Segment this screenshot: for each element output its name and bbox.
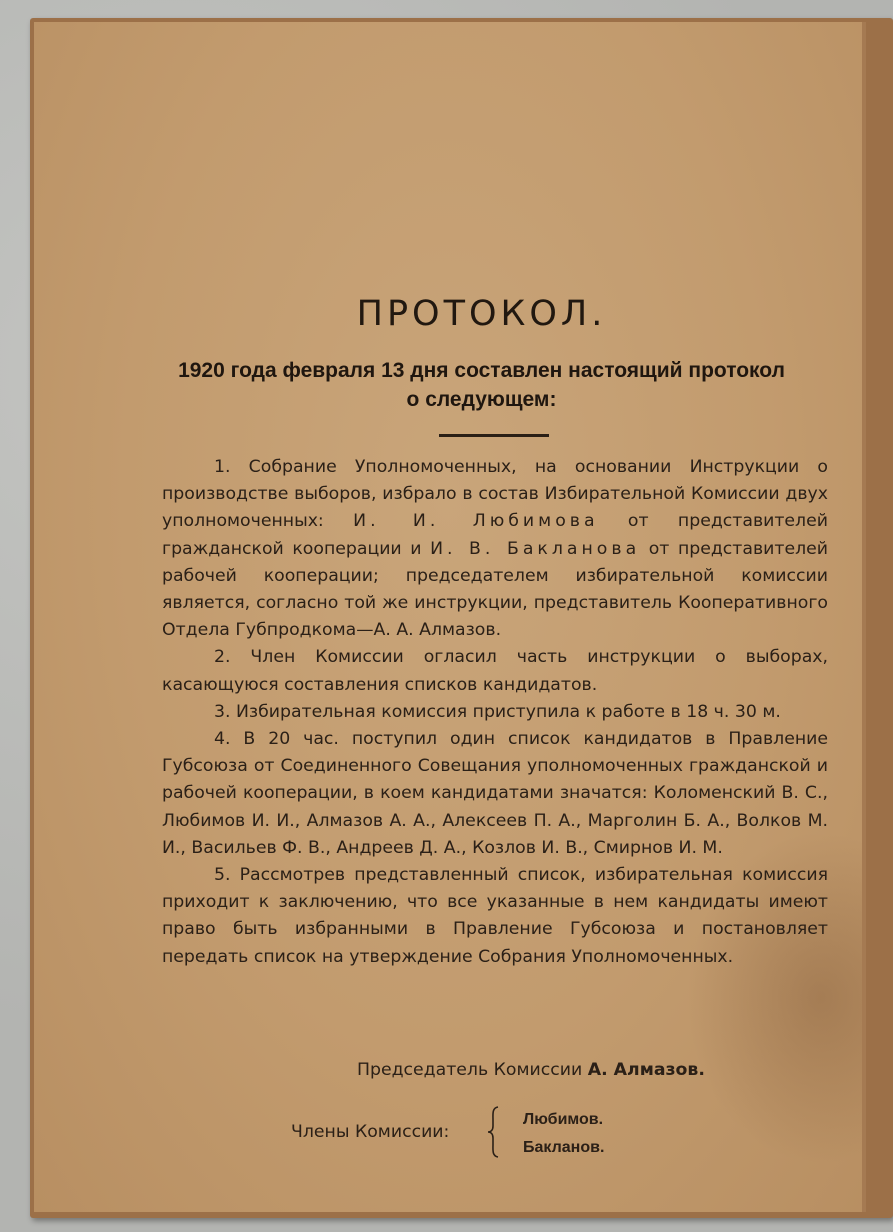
member-name: Бакланов.	[523, 1139, 605, 1156]
chairman-name: А. Алмазов.	[587, 1060, 705, 1080]
title-divider	[439, 434, 549, 437]
item-1-name-2: И. В. Бакланова	[430, 538, 641, 559]
protocol-item-2: 2. Член Комиссии огласил часть инструкции о выборах, касающуюся составления списков кандидатов.	[162, 647, 828, 695]
curly-brace-icon	[487, 1106, 501, 1158]
protocol-item-3: 3. Избирательная комиссия приступила к работе в 18 ч. 30 м.	[214, 701, 781, 722]
document-page	[34, 22, 866, 1212]
members-list	[523, 1106, 604, 1162]
document-subtitle	[129, 356, 834, 414]
members-label: Члены Комиссии:	[291, 1122, 450, 1142]
item-1-name-1: И. И. Любимова	[353, 511, 599, 532]
protocol-item-5: 5. Рассмотрев представленный список, избирательная комиссия приходит к заключению, что все указанные в нем кандидаты имеют право быть избранными в Правление Губсоюза и постановляет передать список на утверждение Собрания Уполномоченных.	[162, 865, 828, 967]
protocol-body	[162, 454, 828, 971]
chairman-signature	[357, 1060, 705, 1080]
item-1-part-2: от представителей гражданской кооперации и	[162, 511, 828, 559]
item-1-part-1: 1. Собрание Уполномоченных, на основании Инструкции о производстве выборов, избрало в состав Избирательной Комиссии двух уполномоченных:	[162, 457, 828, 532]
protocol-item-1	[162, 454, 828, 644]
protocol-item-4: 4. В 20 час. поступил один список кандидатов в Правление Губсоюза от Соединенного Совещания уполномоченных гражданской и рабочей кооперации, в коем кандидатами значатся: Коломенский В. С., Любимов И. И., Алмазов А. А., Алексеев П. А., Марголин Б. А., Волков М. И., Васильев Ф. В., Андреев Д. А., Козлов И. В., Смирнов И. М.	[162, 729, 828, 858]
item-1-part-3: от представителей рабочей кооперации; председателем избирательной комиссии является, согласно той же инструкции, представитель Кооперативного Отдела Губпродкома—А. А. Алмазов.	[162, 538, 828, 641]
document-title: ПРОТОКОЛ.	[356, 294, 607, 334]
subtitle-line-2: о следующем:	[406, 388, 557, 411]
member-name: Любимов.	[523, 1111, 604, 1128]
chairman-label: Председатель Комиссии	[357, 1060, 583, 1080]
subtitle-line-1: 1920 года февраля 13 дня составлен настоящий протокол	[178, 359, 785, 382]
